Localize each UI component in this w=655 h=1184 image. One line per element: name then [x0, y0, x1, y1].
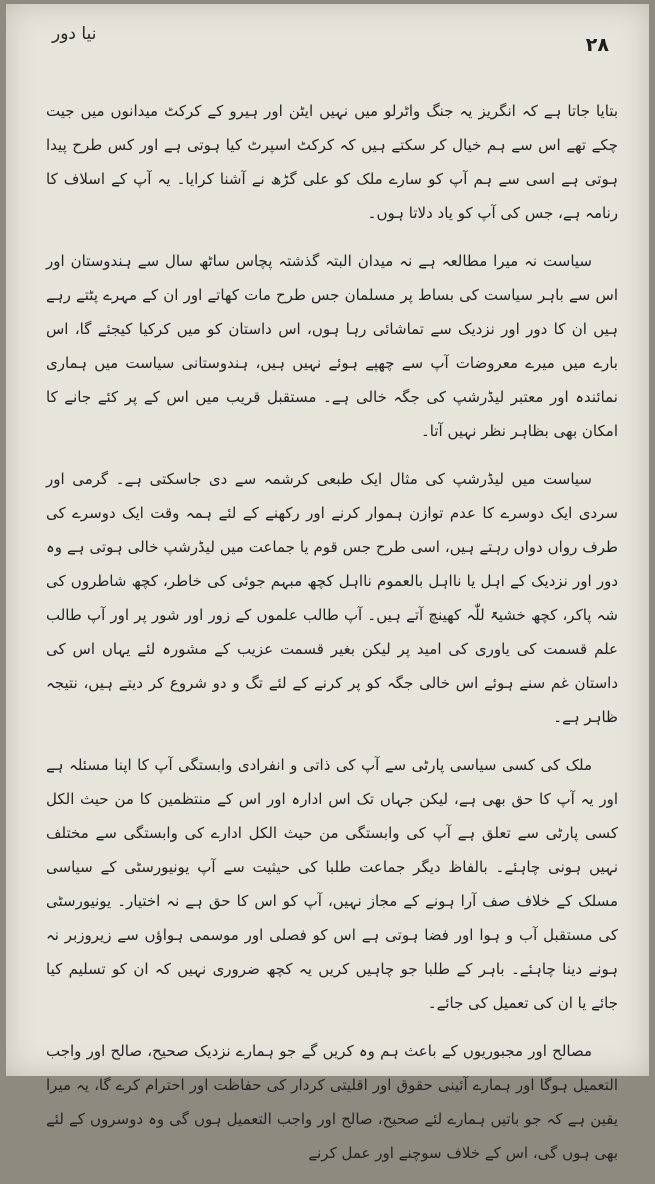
page-body	[46, 94, 618, 1184]
paragraph: ملک کی کسی سیاسی پارٹی سے آپ کی ذاتی و انفرادی وابستگی آپ کا اپنا مسئلہ ہے اور یہ آپ کا حق بھی ہے، لیکن جہاں تک اس ادارہ اور اس کے منتظمین کا من حیث الکل کسی پارٹی سے تعلق ہے آپ کی وابستگی من حیث الکل ادارے کی وابستگی سے مختلف نہیں ہونی چاہئے۔ بالفاظ دیگر جماعت طلبا کی حیثیت سے آپ یونیورسٹی کے سیاسی مسلک کے خلاف صف آرا ہونے کے مجاز نہیں، آپ کو اس کا حق ہے نہ اختیار۔ یونیورسٹی کی مستقبل آب و ہوا اور فضا ہوتی ہے اس کو فصلی اور موسمی ہواؤں سے زیروزبر نہ ہونے دینا چاہئے۔ باہر کے طلبا جو چاہیں کریں یہ کچھ ضروری نہیں کہ ان کو تسلیم کیا جائے یا ان کی تعمیل کی جائے۔	[46, 756, 618, 1012]
running-title: نیا دور	[52, 24, 97, 44]
book-page	[6, 4, 649, 1162]
page-number: ۲۸	[585, 34, 609, 56]
paragraph: سیاست میں لیڈرشپ کی مثال ایک طبعی کرشمہ سے دی جاسکتی ہے۔ گرمی اور سردی ایک دوسرے کا عدم توازن ہموار کرنے اور رکھنے کے لئے ہمہ وقت ایک دوسرے کی طرف رواں دواں رہتے ہیں، اسی طرح جس قوم یا جماعت میں لیڈرشپ خالی ہوتی ہے وہ دور اور نزدیک کے اہل یا نااہل بالعموم نااہل کچھ مبہم جوئی کی خاطر، کچھ شاطروں کی شہ پاکر، کچھ خشیۃً للّٰہ کھینچ آتے ہیں۔ آپ طالب علموں کے زور اور شور پر اور آپ طالب علم قسمت کی یاوری کی امید پر لیکن بغیر قسمت عزیب کے مشورہ لئے یہاں اس کی داستان غم سنے ہوئے اس خالی جگہ کو پر کرنے کے لئے تگ و دو شروع کر دیتے ہیں، نتیجہ ظاہر ہے۔	[46, 470, 618, 726]
paragraph: سیاست نہ میرا مطالعہ ہے نہ میدان البتہ گذشتہ پچاس ساٹھ سال سے ہندوستان اور اس سے باہر سیاست کی بساط پر مسلمان جس طرح مات کھاتے اور ان کے مہرے پٹتے رہے ہیں ان کا دور اور نزدیک سے تماشائی رہا ہوں، اس داستان کو میں کرکیا کیجئے گا، اس بارے میں میرے معروضات آپ سے چھپے ہوئے نہیں ہیں، ہندوستانی سیاست میں ہماری نمائندہ اور معتبر لیڈرشپ کی جگہ خالی ہے۔ مستقبل قریب میں اس کے پر کئے جانے کا امکان بھی بظاہر نظر نہیں آتا۔	[46, 252, 618, 440]
paragraph: بتایا جاتا ہے کہ انگریز یہ جنگ واٹرلو میں نہیں ایٹن اور ہیرو کے کرکٹ میدانوں میں جیت چکے تھے اس سے ہم خیال کر سکتے ہیں کہ کرکٹ اسپرٹ کیا ہوتی ہے اور کس طرح پیدا ہوتی ہے اسی سے ہم آپ کو سارے ملک کو علی گڑھ نے آشنا کرایا۔ یہ آپ کے اسلاف کا رنامہ ہے، جس کی آپ کو یاد دلاتا ہوں۔	[46, 102, 618, 222]
paragraph: مصالح اور مجبوریوں کے باعث ہم وہ کریں گے جو ہمارے نزدیک صحیح، صالح اور واجب التعمیل ہوگا اور ہمارے آئینی حقوق اور اقلیتی کردار کی حفاظت اور احترام کرے گا، یہ میرا یقین ہے کہ جو باتیں ہمارے لئے صحیح، صالح اور واجب التعمیل ہوں گی وہ دوسروں کے لئے بھی ہوں گی، اس کے خلاف سوچنے اور عمل کرنے	[46, 1042, 618, 1162]
